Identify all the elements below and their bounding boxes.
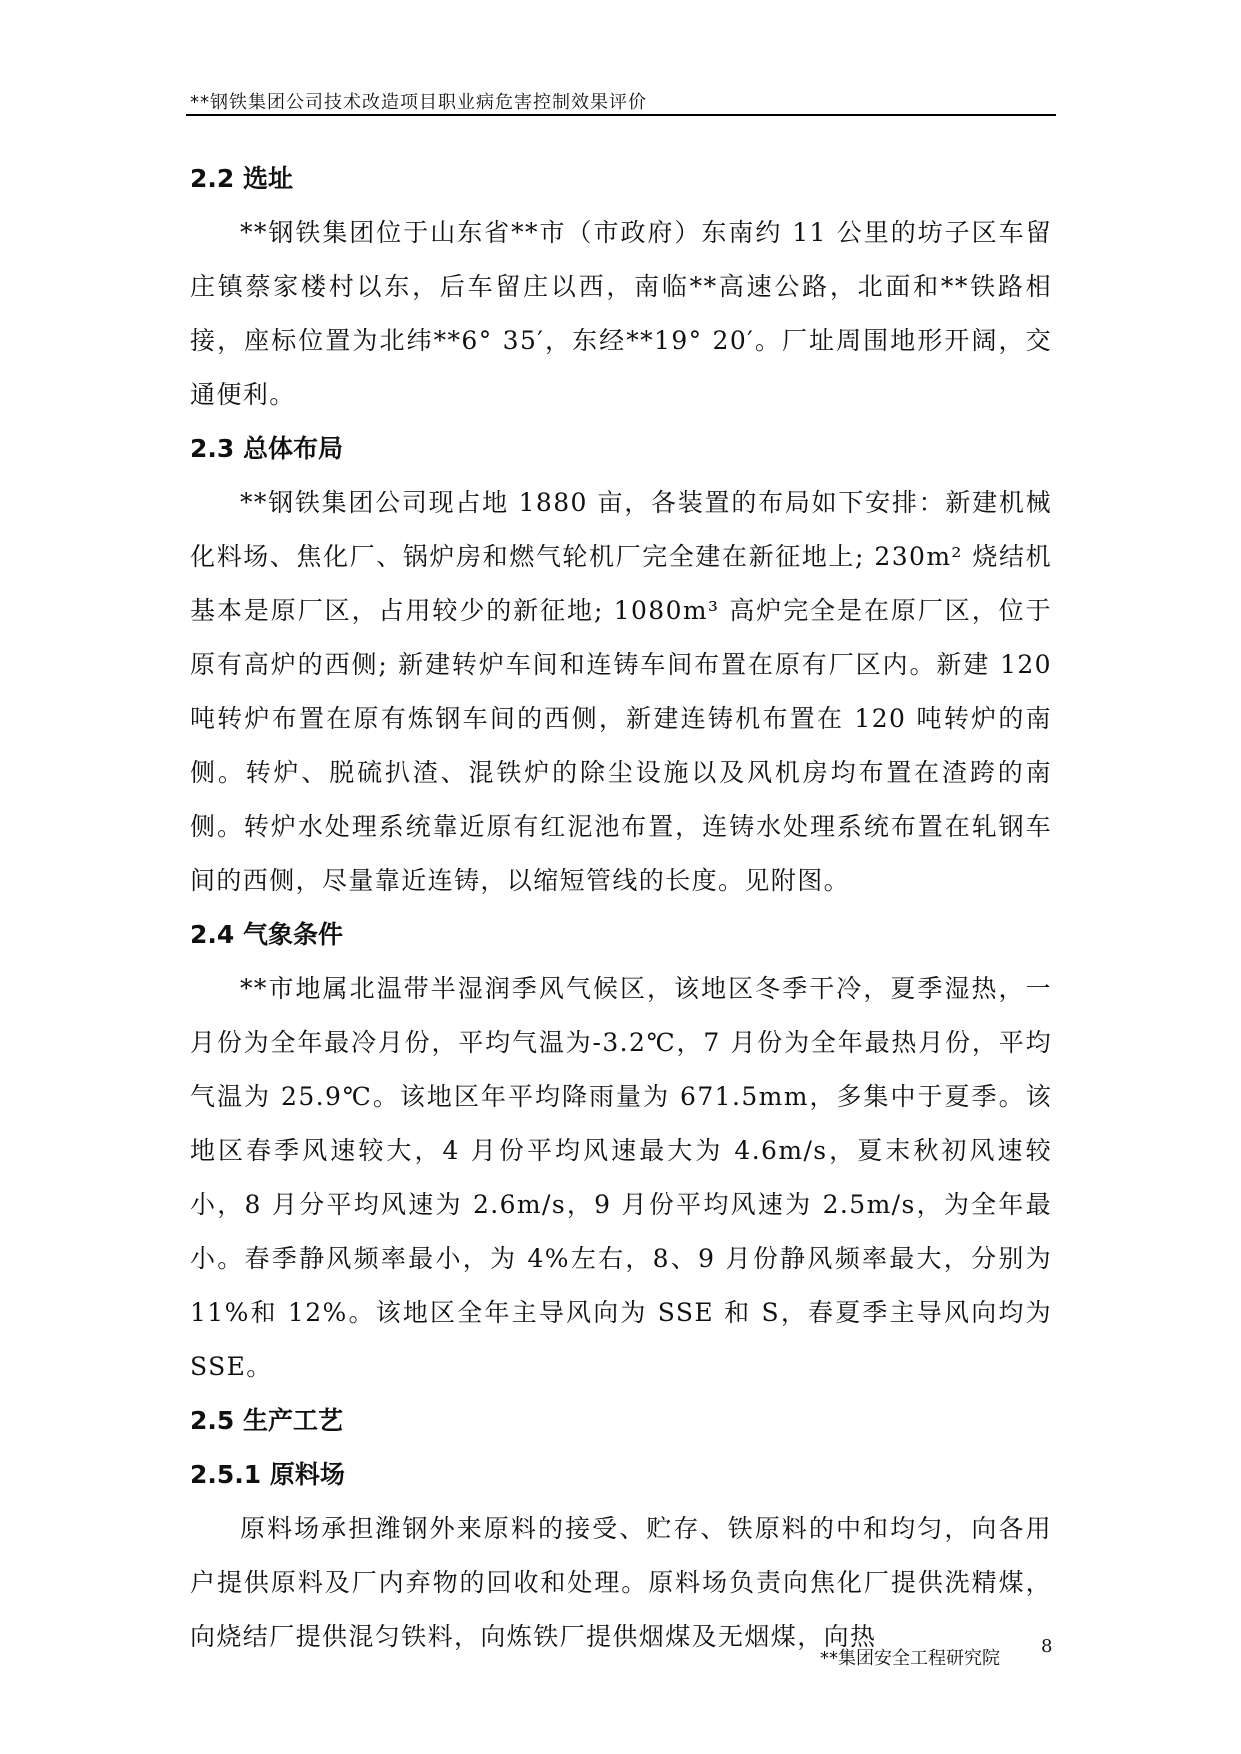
section-heading-2-4: 2.4 气象条件	[190, 920, 343, 949]
page-number: 8	[1041, 1636, 1053, 1657]
paragraph-site-selection: **钢铁集团位于山东省**市（市政府）东南约 11 公里的坊子区车留庄镇蔡家楼村以东，后车留庄以西，南临**高速公路，北面和**铁路相接，座标位置为北纬**6° 35′，东经**19° 20′。厂址周围地形开阔，交通便利。	[190, 218, 1052, 409]
footer-organization: **集团安全工程研究院	[820, 1648, 1000, 1669]
section-heading-2-5-1: 2.5.1 原料场	[190, 1460, 345, 1489]
header-divider	[186, 114, 1056, 116]
section-heading-2-2: 2.2 选址	[190, 164, 293, 193]
paragraph-general-layout: **钢铁集团公司现占地 1880 亩，各装置的布局如下安排：新建机械化料场、焦化厂、锅炉房和燃气轮机厂完全建在新征地上; 230m² 烧结机基本是原厂区，占用较少的新征地; 1080m³ 高炉完全是在原厂区，位于原有高炉的西侧; 新建转炉车间和连铸车间布置在原有厂区内。新建 120 吨转炉布置在原有炼钢车间的西侧，新建连铸机布置在 120 吨转炉的南侧。转炉、脱硫扒渣、混铁炉的除尘设施以及风机房均布置在渣跨的南侧。转炉水处理系统靠近原有红泥池布置，连铸水处理系统布置在轧钢车间的西侧，尽量靠近连铸，以缩短管线的长度。见附图。	[190, 488, 1052, 895]
section-heading-2-3: 2.3 总体布局	[190, 434, 343, 463]
page-body	[190, 152, 1052, 1664]
section-heading-2-5: 2.5 生产工艺	[190, 1406, 343, 1435]
paragraph-raw-material-yard: 原料场承担潍钢外来原料的接受、贮存、铁原料的中和均匀，向各用户提供原料及厂内弃物的回收和处理。原料场负责向焦化厂提供洗精煤，向烧结厂提供混匀铁料，向炼铁厂提供烟煤及无烟煤，向热	[190, 1514, 1052, 1651]
paragraph-climate: **市地属北温带半湿润季风气候区，该地区冬季干冷，夏季湿热，一月份为全年最冷月份，平均气温为-3.2℃，7 月份为全年最热月份，平均气温为 25.9℃。该地区年平均降雨量为 671.5mm，多集中于夏季。该地区春季风速较大，4 月份平均风速最大为 4.6m/s，夏末秋初风速较小，8 月分平均风速为 2.6m/s，9 月份平均风速为 2.5m/s，为全年最小。春季静风频率最小，为 4%左右，8、9 月份静风频率最大，分别为 11%和 12%。该地区全年主导风向为 SSE 和 S，春夏季主导风向均为 SSE。	[190, 974, 1052, 1381]
running-header: **钢铁集团公司技术改造项目职业病危害控制效果评价	[190, 92, 647, 113]
